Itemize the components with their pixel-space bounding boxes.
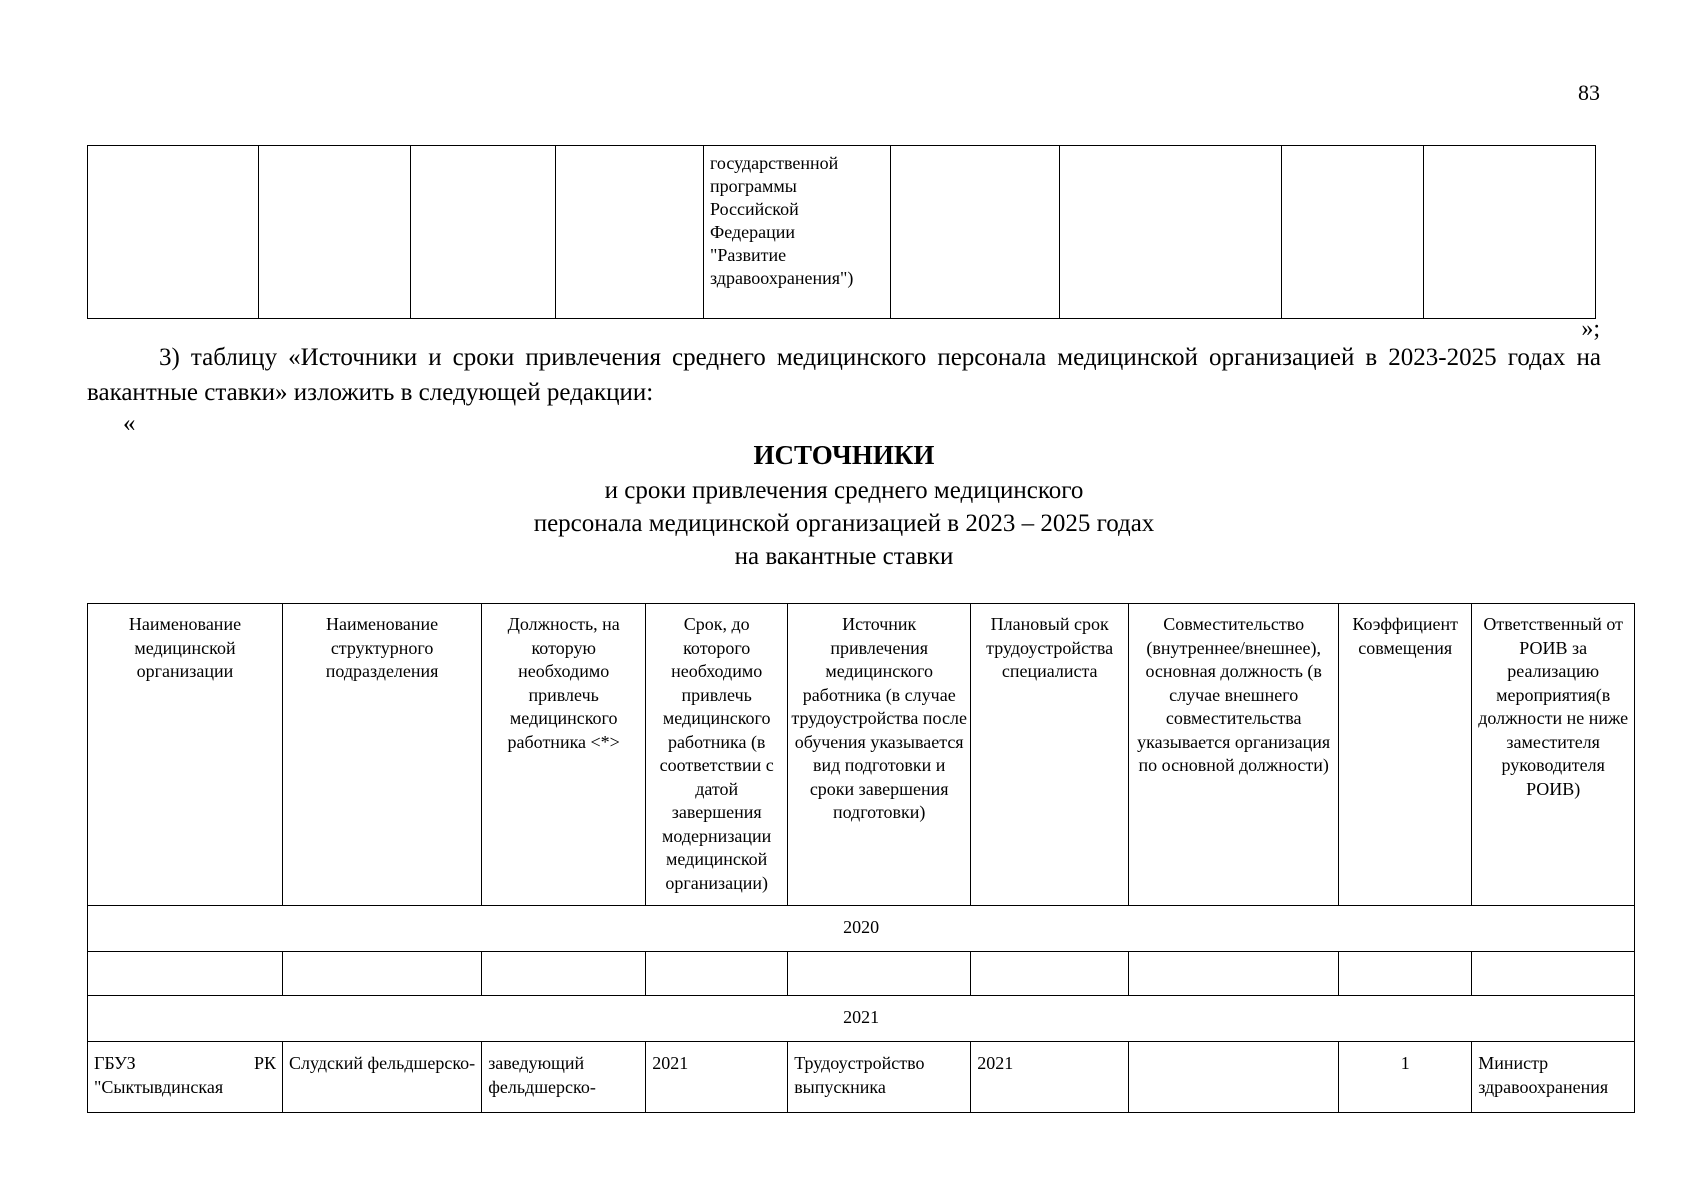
table-cell <box>1339 952 1472 996</box>
table-cell <box>556 146 704 319</box>
table-cell <box>788 952 971 996</box>
subtitle-line: и сроки привлечения среднего медицинского <box>604 477 1084 504</box>
table-cell <box>88 146 259 319</box>
table-cell <box>1472 952 1635 996</box>
column-header: Ответственный от РОИВ за реализацию мероприятия(в должности не ниже заместителя руководителя РОИВ) <box>1472 604 1635 906</box>
opening-quote: « <box>123 410 136 437</box>
year-label: 2021 <box>88 996 1635 1042</box>
table-cell: государственной программы Российской Федерации "Развитие здравоохранения") <box>704 146 891 319</box>
column-header: Должность, на которую необходимо привлечь медицинского работника <*> <box>482 604 646 906</box>
table-row <box>88 146 1596 319</box>
column-header: Наименование структурного подразделения <box>283 604 482 906</box>
deadline-cell: 2021 <box>646 1042 788 1113</box>
column-header: Совместительство (внутреннее/внешнее), основная должность (в случае внешнего совместительства указывается организация по основной должности) <box>1129 604 1339 906</box>
coefficient-cell: 1 <box>1339 1042 1472 1113</box>
year-row <box>88 906 1635 952</box>
organization-name: "Сыктывдинская <box>94 1076 224 1097</box>
responsible-cell: Министр здравоохранения <box>1472 1042 1635 1113</box>
table-cell <box>1129 952 1339 996</box>
subtitle-line: на вакантные ставки <box>734 543 954 570</box>
table-cell <box>646 952 788 996</box>
header-row <box>88 604 1635 906</box>
table-cell <box>88 952 283 996</box>
table-cell <box>411 146 556 319</box>
organization-region: РК <box>253 1053 276 1073</box>
column-header: Наименование медицинской организации <box>88 604 283 906</box>
sources-table <box>87 603 1635 1113</box>
table-cell <box>482 952 646 996</box>
combination-cell <box>1129 1042 1339 1113</box>
column-header: Срок, до которого необходимо привлечь медицинского работника (в соответствии с датой завершения модернизации медицинской организации) <box>646 604 788 906</box>
closing-quote: »; <box>1581 316 1600 342</box>
table-row <box>88 1042 1635 1113</box>
table-row <box>88 952 1635 996</box>
table-cell <box>283 952 482 996</box>
document-title: ИСТОЧНИКИ <box>753 440 935 470</box>
column-header: Плановый срок трудоустройства специалиста <box>971 604 1129 906</box>
year-label: 2020 <box>88 906 1635 952</box>
document-subtitle <box>87 474 1601 573</box>
table-cell <box>1424 146 1596 319</box>
year-row <box>88 996 1635 1042</box>
planned-date-cell: 2021 <box>971 1042 1129 1113</box>
column-header: Коэффициент совмещения <box>1339 604 1472 906</box>
table-cell <box>971 952 1129 996</box>
organization-cell <box>88 1042 283 1113</box>
continuation-table <box>87 145 1596 319</box>
organization-type: ГБУЗ <box>94 1053 136 1073</box>
subtitle-line: персонала медицинской организацией в 2023 – 2025 годах <box>533 510 1155 537</box>
position-cell: заведующий фельдшерско- <box>482 1042 646 1113</box>
table-cell <box>891 146 1060 319</box>
source-cell: Трудоустройство выпускника <box>788 1042 971 1113</box>
table-cell <box>259 146 411 319</box>
table-cell <box>1060 146 1282 319</box>
table-cell <box>1282 146 1424 319</box>
page-number: 83 <box>1578 80 1600 105</box>
amendment-paragraph: 3) таблицу «Источники и сроки привлечения среднего медицинского персонала медицинской организацией в 2023-2025 годах на вакантные ставки» изложить в следующей редакции: <box>87 344 1601 406</box>
department-cell: Слудский фельдшерско- <box>283 1042 482 1113</box>
column-header: Источник привлечения медицинского работника (в случае трудоустройства после обучения указывается вид подготовки и сроки завершения подготовки) <box>788 604 971 906</box>
